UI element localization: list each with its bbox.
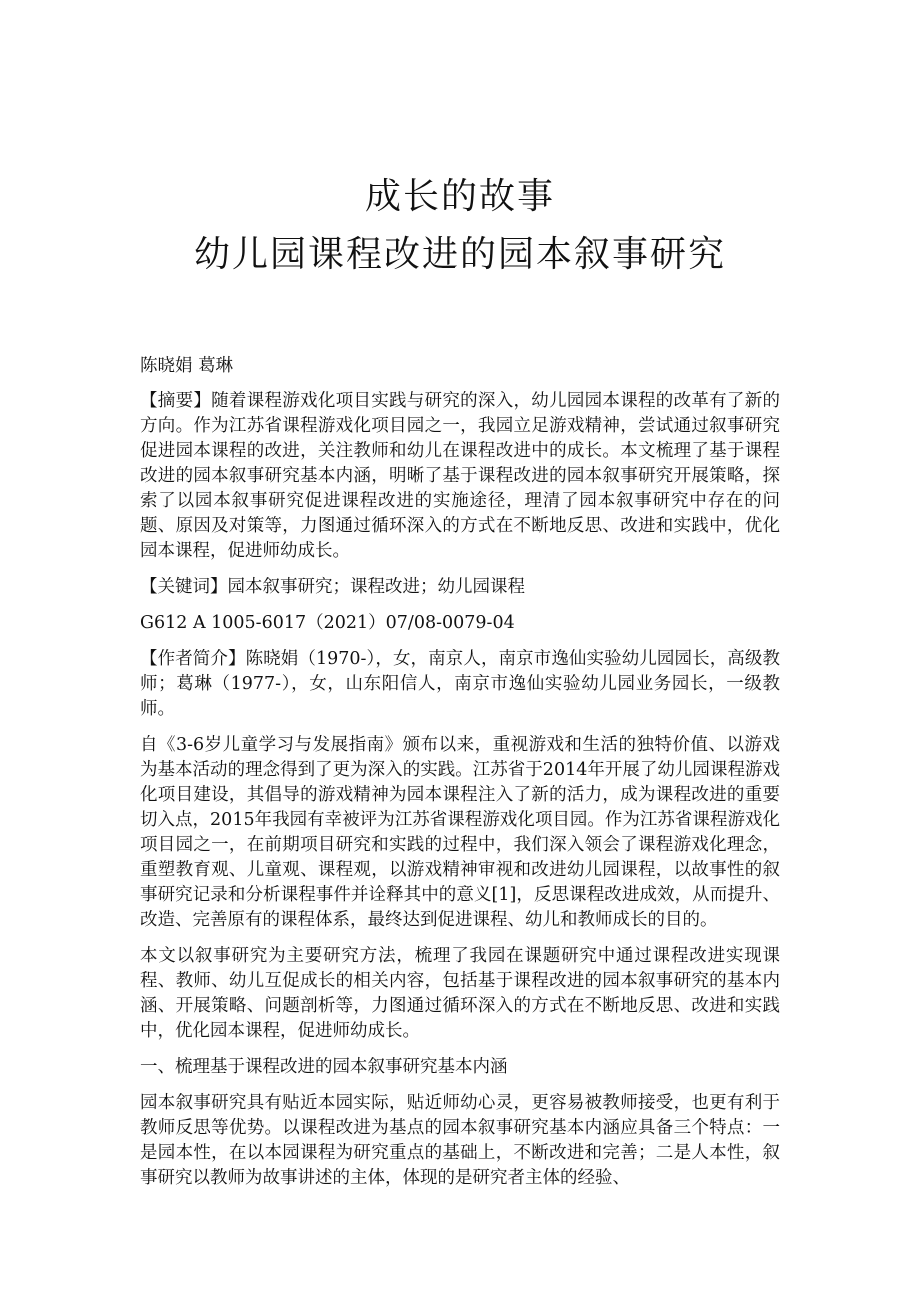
title-line-2: 幼儿园课程改进的园本叙事研究	[193, 234, 726, 275]
body-paragraph: 本文以叙事研究为主要研究方法，梳理了我园在课题研究中通过课程改进实现课程、教师、幼儿互促成长的相关内容，包括基于课程改进的园本叙事研究的基本内涵、开展策略、问题剖析等，力图通过循环深入的方式在不断地反思、改进和实践中，优化园本课程，促进师幼成长。	[140, 946, 780, 1041]
classification-code: G612 A 1005-6017（2021）07/08-0079-04	[140, 613, 515, 633]
authors: 陈晓娟 葛琳	[140, 356, 234, 376]
body-paragraph: 自《3-6岁儿童学习与发展指南》颁布以来，重视游戏和生活的独特价值、以游戏为基本活动的理念得到了更为深入的实践。江苏省于2014年开展了幼儿园课程游戏化项目建设，其倡导的游戏精神为园本课程注入了新的活力，成为课程改进的重要切入点，2015年我园有幸被评为江苏省课程游戏化项目园。作为江苏省课程游戏化项目园之一，在前期项目研究和实践的过程中，我们深入领会了课程游戏化理念，重塑教育观、儿童观、课程观，以游戏精神审视和改进幼儿园课程，以故事性的叙事研究记录和分析课程事件并诠释其中的意义[1]，反思课程改进成效，从而提升、改造、完善原有的课程体系，最终达到促进课程、幼儿和教师成长的目的。	[140, 735, 780, 930]
author-bio: 【作者简介】陈晓娟（1970-），女，南京人，南京市逸仙实验幼儿园园长，高级教师；葛琳（1977-），女，山东阳信人，南京市逸仙实验幼儿园业务园长，一级教师。	[140, 649, 780, 719]
title-block	[0, 168, 920, 284]
keywords: 【关键词】园本叙事研究；课程改进；幼儿园课程	[140, 577, 525, 597]
section-heading: 一、梳理基于课程改进的园本叙事研究基本内涵	[140, 1057, 508, 1077]
document-body	[140, 354, 780, 1202]
title-line-1: 成长的故事	[364, 176, 555, 217]
abstract: 【摘要】随着课程游戏化项目实践与研究的深入，幼儿园园本课程的改革有了新的方向。作为江苏省课程游戏化项目园之一，我园立足游戏精神，尝试通过叙事研究促进园本课程的改进，关注教师和幼儿在课程改进中的成长。本文梳理了基于课程改进的园本叙事研究基本内涵，明晰了基于课程改进的园本叙事研究开展策略，探索了以园本叙事研究促进课程改进的实施途径，理清了园本叙事研究中存在的问题、原因及对策等，力图通过循环深入的方式在不断地反思、改进和实践中，优化园本课程，促进师幼成长。	[140, 391, 780, 561]
section-paragraph: 园本叙事研究具有贴近本园实际，贴近师幼心灵，更容易被教师接受，也更有利于教师反思等优势。以课程改进为基点的园本叙事研究基本内涵应具备三个特点：一是园本性，在以本园课程为研究重点的基础上，不断改进和完善；二是人本性，叙事研究以教师为故事讲述的主体，体现的是研究者主体的经验、	[140, 1093, 780, 1188]
